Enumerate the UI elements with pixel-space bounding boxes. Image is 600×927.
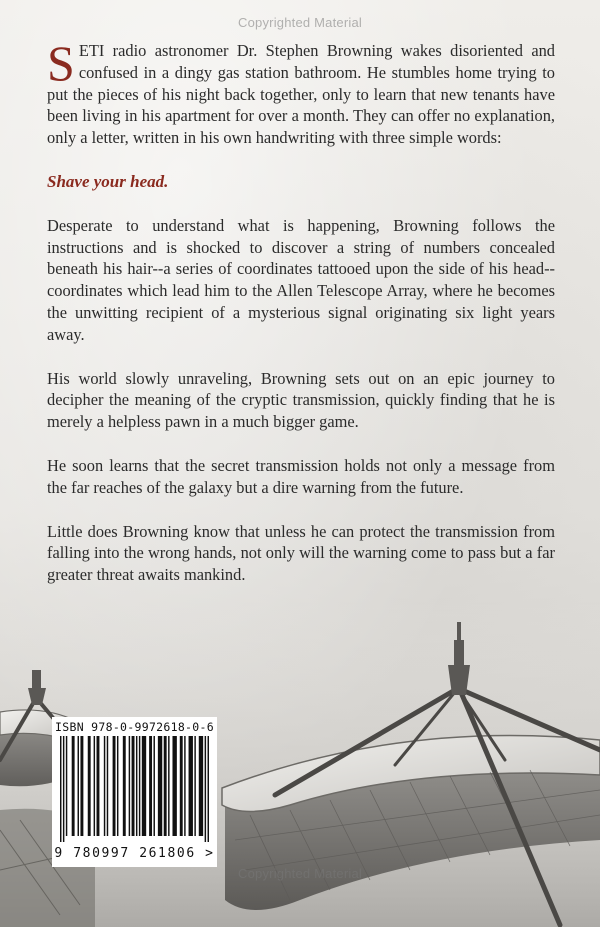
barcode-bar <box>107 736 108 836</box>
barcode-bar <box>123 736 126 836</box>
barcode-bar <box>205 736 206 842</box>
barcode-bar <box>153 736 154 836</box>
emphasis-line: Shave your head. <box>47 171 169 191</box>
barcode-bar <box>184 736 185 836</box>
barcode-bar <box>72 736 75 836</box>
barcode-bar <box>60 736 61 842</box>
paragraph-3: His world slowly unraveling, Browning sets out on an epic journey to decipher the meaning of the cryptic transmission, quickly finding that he is merely a helpless pawn in a much bigger game. <box>47 368 555 432</box>
barcode-bars <box>58 736 211 842</box>
barcode-bar <box>78 736 79 836</box>
paragraph-4: He soon learns that the secret transmission holds not only a message from the far reaches of the galaxy but a dire warning from the future. <box>47 455 555 497</box>
barcode-bar <box>199 736 203 836</box>
barcode-bar <box>194 736 195 836</box>
barcode-bar <box>142 736 146 836</box>
barcode-bar <box>104 736 105 836</box>
paragraph-intro-text: ETI radio astronomer Dr. Stephen Browning wakes disoriented and confused in a dingy gas station bathroom. He stumbles home trying to put the pieces of his night back together, only to learn that new tenants have been living in his apartment for over a month. They can offer no explanation, only a letter, written in his own handwriting with three simple words: <box>47 41 555 148</box>
barcode-bar <box>132 736 135 836</box>
barcode-bar <box>168 736 169 836</box>
barcode-digits: 9 780997 261806 > <box>54 846 215 861</box>
barcode-bar <box>149 736 152 836</box>
barcode-bar <box>208 736 209 842</box>
barcode-bar <box>189 736 193 836</box>
barcode-bar <box>94 736 95 836</box>
synopsis-text <box>47 35 555 608</box>
barcode-bar <box>113 736 116 836</box>
barcode-bar <box>129 736 130 836</box>
barcode-bar <box>139 736 140 836</box>
paragraph-5: Little does Browning know that unless he can protect the transmission from falling into the wrong hands, not only will the warning come to pass but a far greater threat awaits mankind. <box>47 521 555 585</box>
barcode-bar <box>136 736 137 836</box>
paragraph-intro <box>47 35 555 149</box>
barcode-bar <box>172 736 176 836</box>
isbn-barcode <box>52 717 217 867</box>
barcode-bar <box>117 736 118 836</box>
barcode-bar <box>63 736 64 842</box>
barcode-bar <box>97 736 100 836</box>
paragraph-2: Desperate to understand what is happening, Browning follows the instructions and is shocked to discover a string of numbers concealed beneath his hair--a series of coordinates tattooed upon the side of his head--coordinates which lead him to the Allen Telescope Array, where he becomes the unwitting recipient of a mysterious signal originating six light years away. <box>47 215 555 344</box>
watermark-top: Copyrighted Material <box>238 15 362 30</box>
barcode-bar <box>180 736 183 836</box>
barcode-bar <box>158 736 162 836</box>
barcode-bar <box>88 736 91 836</box>
barcode-bar <box>164 736 167 836</box>
barcode-bar <box>66 736 67 836</box>
drop-cap: S <box>47 35 75 91</box>
watermark-bottom: Copyrighted Material <box>238 866 362 881</box>
isbn-label: ISBN 978-0-9972618-0-6 <box>55 720 214 734</box>
barcode-bar <box>80 736 83 836</box>
